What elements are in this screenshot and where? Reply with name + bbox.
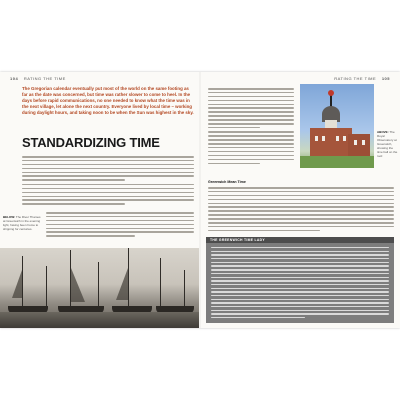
thames-boats-photo [0,248,199,328]
book-spread [0,72,400,328]
right-caption-text: The Royal Observatory at Greenwich, showing the time ball on the roof. [377,130,398,158]
greenwich-subhead: Greenwich Mean Time [208,180,246,184]
left-body-text-lower [46,212,194,239]
right-running-head [334,76,394,81]
sidebar-box-title: THE GREENWICH TIME LADY [206,237,394,243]
right-photo-caption [377,130,399,158]
left-caption-label: BELOW: [3,215,16,219]
page-gutter [199,72,201,328]
left-photo-caption [3,215,43,231]
time-ball-icon [328,90,334,96]
right-top-text [208,88,294,166]
right-running-title: RATING THE TIME [334,76,377,81]
right-caption-label: ABOVE: [377,130,389,134]
intro-paragraph: The Gregorian calendar eventually put most of the world on the same footing as far as the date was concerned, but time was rather slower to come to heel. In the days before rapid communications, no one needed to know what the time was in the next village, let alone the next country. Everyone lived by local time – working during daylight hours, and taking noon to be when the Sun was highest in the sky. [22,86,194,115]
left-page-number: 104 [10,76,19,81]
right-body-text [208,187,394,234]
left-running-title: RATING THE TIME [23,76,66,81]
sidebar-box [206,237,394,323]
right-page-number: 105 [381,76,390,81]
left-running-head [6,76,66,81]
section-heading: STANDARDIZING TIME [22,135,160,150]
left-body-text [22,156,194,207]
left-caption-text: The River Thames at Greenwich in the evening light, having been home to shipping for centuries. [3,215,41,231]
royal-observatory-photo [300,84,374,168]
